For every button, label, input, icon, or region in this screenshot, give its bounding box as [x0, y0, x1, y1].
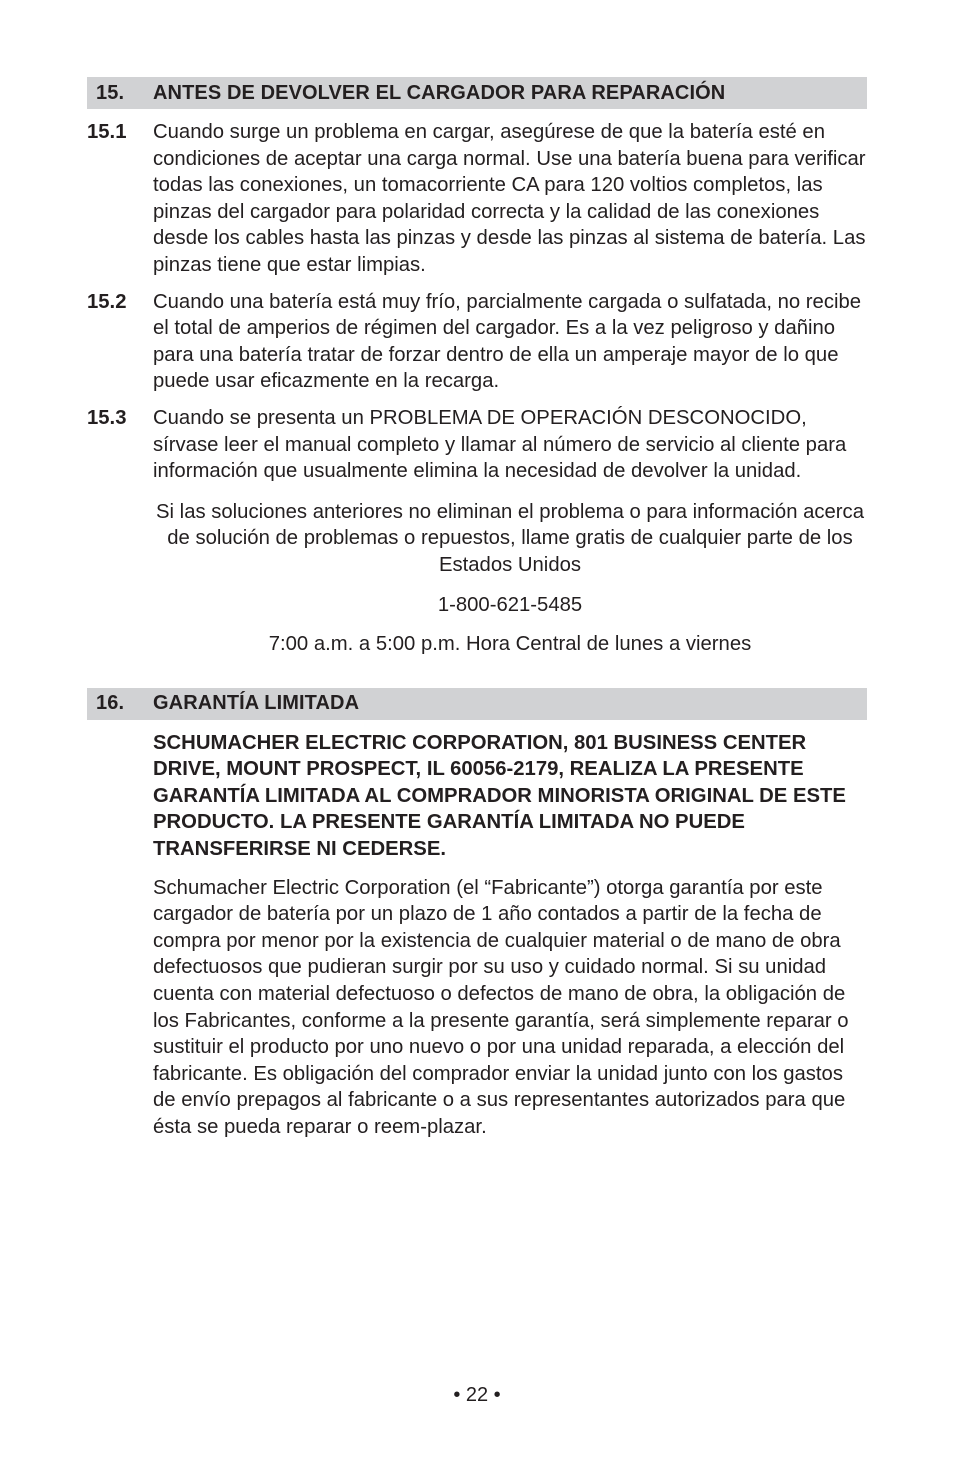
item-15-3-number: 15.3 — [87, 406, 127, 429]
section-15-title: ANTES DE DEVOLVER EL CARGADOR PARA REPARACIÓN — [153, 81, 726, 104]
document-page — [87, 77, 867, 1141]
phone-number: 1-800-621-5485 — [437, 593, 583, 616]
section-16-number: 16. — [96, 692, 125, 715]
item-15-3 — [87, 405, 867, 485]
item-15-1 — [87, 119, 867, 279]
section-16-header — [87, 688, 867, 720]
item-15-1-text: Cuando surge un problema en cargar, asegúrese de que la batería esté en condiciones de aceptar una carga normal. Use una batería buena para verificar todas las conexiones, un tomacorriente CA para 120 voltios completos, las pinzas del cargador para polaridad correcta y la calidad de las conexiones desde los cables hasta las pinzas y desde las pinzas al sistema de batería. Las pinzas tiene que estar limpias. — [153, 121, 866, 276]
warranty-body: Schumacher Electric Corporation (el “Fabricante”) otorga garantía por este cargador de batería por un plazo de 1 año contados a partir de la fecha de compra por menor por la existencia de cualquier material o de mano de obra defectuosos que pudieran surgir por su uso y cuidado normal. Si su unidad cuenta con material defectuoso o defectos de mano de obra, la obligación de los Fabricantes, conforme a la presente garantía, será simplemente reparar o sustituir el producto por uno nuevo o por una unidad reparada, a elección del fabricante. Es obligación del comprador enviar la unidad junto con los gastos de envío prepagos al fabricante o a sus representantes autorizados para que ésta se pueda reparar o reem-plazar. — [153, 876, 849, 1138]
service-hours: 7:00 a.m. a 5:00 p.m. Hora Central de lunes a viernes — [268, 633, 752, 656]
item-15-2-number: 15.2 — [87, 290, 127, 313]
item-15-2 — [87, 289, 867, 395]
warranty-statement: SCHUMACHER ELECTRIC CORPORATION, 801 BUSINESS CENTER DRIVE, MOUNT PROSPECT, IL 60056-2179, REALIZA LA PRESENTE GARANTÍA LIMITADA AL COMPRADOR MINORISTA ORIGINAL DE ESTE PRODUCTO. LA PRESENTE GARANTÍA LIMITADA NO PUEDE TRANSFERIRSE NI CEDERSE. — [153, 731, 846, 861]
section-16-title: GARANTÍA LIMITADA — [153, 692, 360, 715]
item-15-1-number: 15.1 — [87, 121, 127, 143]
item-15-2-text: Cuando una batería está muy frío, parcialmente cargada o sulfatada, no recibe el total de amperios de régimen del cargador. Es a la vez peligroso y dañino para una batería tratar de forzar dentro de ella un amperaje mayor de lo que puede usar eficazmente en la recarga. — [153, 290, 862, 393]
section-15-header — [87, 77, 867, 109]
section-15-number: 15. — [96, 81, 125, 104]
page-number: • 22 • — [453, 1384, 501, 1406]
contact-note: Si las soluciones anteriores no eliminan el problema o para información acerca de solución de problemas o repuestos, llame gratis de cualquier parte de los Estados Unidos — [156, 500, 864, 576]
item-15-3-text: Cuando se presenta un PROBLEMA DE OPERACIÓN DESCONOCIDO, sírvase leer el manual completo y llamar al número de servicio al cliente para información que usualmente elimina la necesidad de devolver la unidad. — [153, 406, 847, 483]
